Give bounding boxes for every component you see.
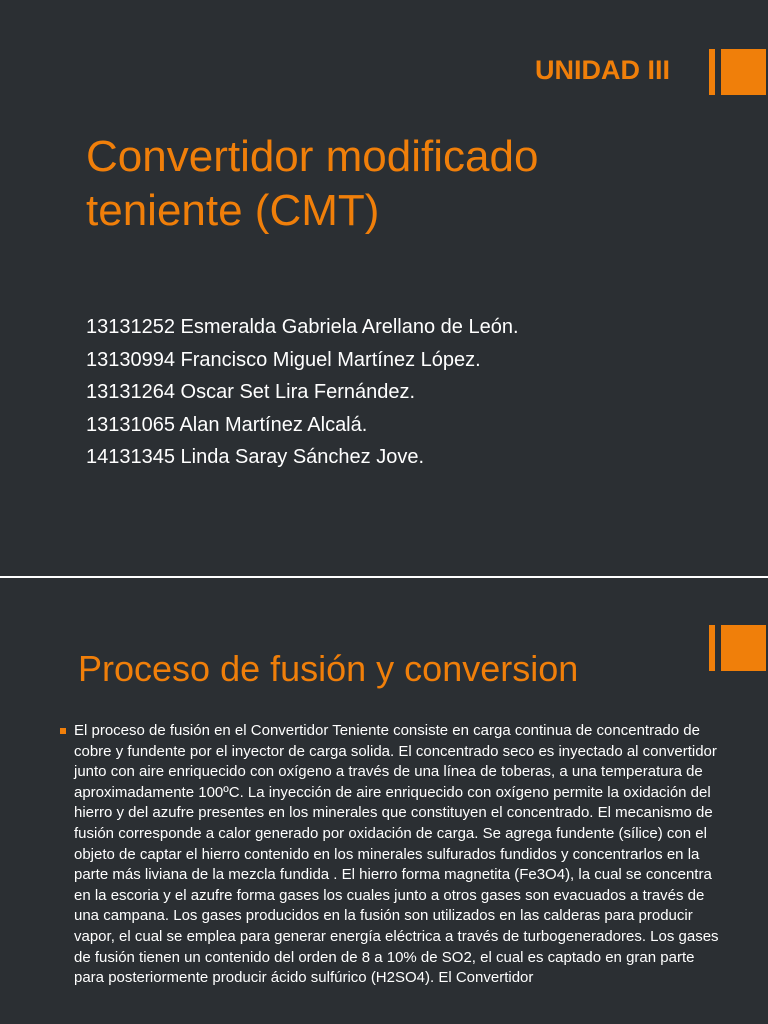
slide-title: Convertidor modificado teniente (CMT) — [86, 132, 539, 235]
slide-accent-decoration — [709, 625, 766, 671]
bullet-item — [60, 721, 720, 989]
section-title: Proceso de fusión y conversion — [78, 648, 579, 689]
author-item: 13131264 Oscar Set Lira Fernández. — [86, 381, 416, 403]
author-item: 13131252 Esmeralda Gabriela Arellano de León. — [86, 316, 519, 338]
slide-accent-decoration — [709, 49, 766, 95]
author-item: 14131345 Linda Saray Sánchez Jove. — [86, 446, 425, 468]
accent-bar — [709, 625, 715, 671]
author-item: 13130994 Francisco Miguel Martínez López. — [86, 348, 481, 371]
unit-label: UNIDAD III — [535, 55, 670, 85]
accent-block — [721, 49, 766, 95]
bullet-icon — [60, 728, 66, 734]
authors-list — [86, 311, 706, 474]
author-item: 13131065 Alan Martínez Alcalá. — [86, 413, 368, 436]
body-paragraph: El proceso de fusión en el Convertidor Teniente consiste en carga continua de concentrado de cobre y fundente por el inyector de carga solida. El concentrado seco es inyectado al convertidor junto con aire enriquecido con oxígeno a través de una línea de toberas, a una temperatura de aproximadamente 100ºC. La inyección de aire enriquecido con oxígeno permite la oxidación del hierro y del azufre presentes en los minerales que constituyen el concentrado. El mecanismo de fusión corresponde a calor generado por oxidación de carga. Se agrega fundente (sílice) con el objeto de captar el hierro contenido en los minerales sulfurados fundidos y concentrarlos en la parte más liviana de la mezcla fundida . El hierro forma magnetita (Fe3O4), la cual se concentra en la escoria y el azufre forma gases los cuales junto a otros gases son evacuados a través de una campana. Los gases producidos en la fusión son utilizados en las calderas para producir vapor, el cual se emplea para generar energía eléctrica a través de turbogeneradores. Los gases de fusión tienen un contenido del orden de 8 a 10% de SO2, el cual es captado en gran parte para posteriormente producir ácido sulfúrico (H2SO4). El Convertidor — [74, 722, 719, 987]
content-slide — [0, 578, 768, 1024]
accent-block — [721, 625, 766, 671]
accent-bar — [709, 49, 715, 95]
